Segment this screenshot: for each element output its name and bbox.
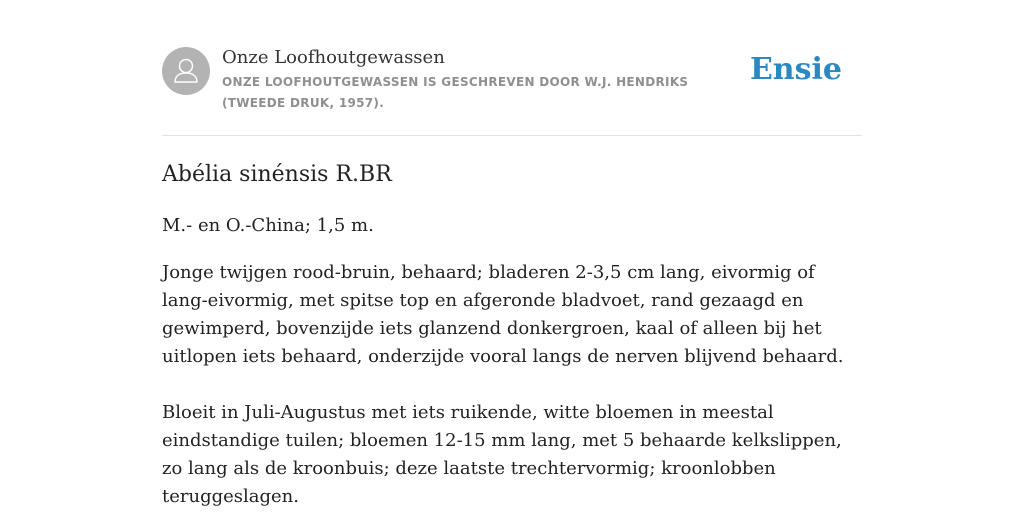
source-title[interactable]: Onze Loofhoutgewassen (222, 47, 445, 68)
entry-page (162, 0, 862, 507)
entry-paragraph-description: Jonge twijgen rood-bruin, behaard; bladeren 2-3,5 cm lang, eivormig of lang-eivormig, met spitse top en afgeronde bladvoet, rand gezaagd en gewimperd, bovenzijde iets glanzend donkergroen, kaal of alleen bij het uitlopen iets behaard, onderzijde vooral langs de nerven blijvend behaard. (162, 262, 844, 367)
source-avatar[interactable] (162, 47, 210, 95)
user-silhouette-icon (162, 47, 210, 95)
entry-paragraph-flowering: Bloeit in Juli-Augustus met iets ruikende, witte bloemen in meestal eindstandige tuilen; bloemen 12-15 mm lang, met 5 behaarde kelkslippen, zo lang als de kroonbuis; deze laatste trechtervormig; kroonlobben teruggeslagen. (162, 402, 842, 507)
entry-paragraph-origin: M.- en O.-China; 1,5 m. (162, 215, 374, 236)
source-header (162, 0, 862, 136)
source-description: ONZE LOOFHOUTGEWASSEN IS GESCHREVEN DOOR W.J. HENDRIKS (TWEEDE DRUK, 1957). (222, 75, 689, 110)
entry-title: Abélia sinénsis R.BR (162, 162, 392, 187)
ensie-logo[interactable]: Ensie (749, 52, 842, 87)
